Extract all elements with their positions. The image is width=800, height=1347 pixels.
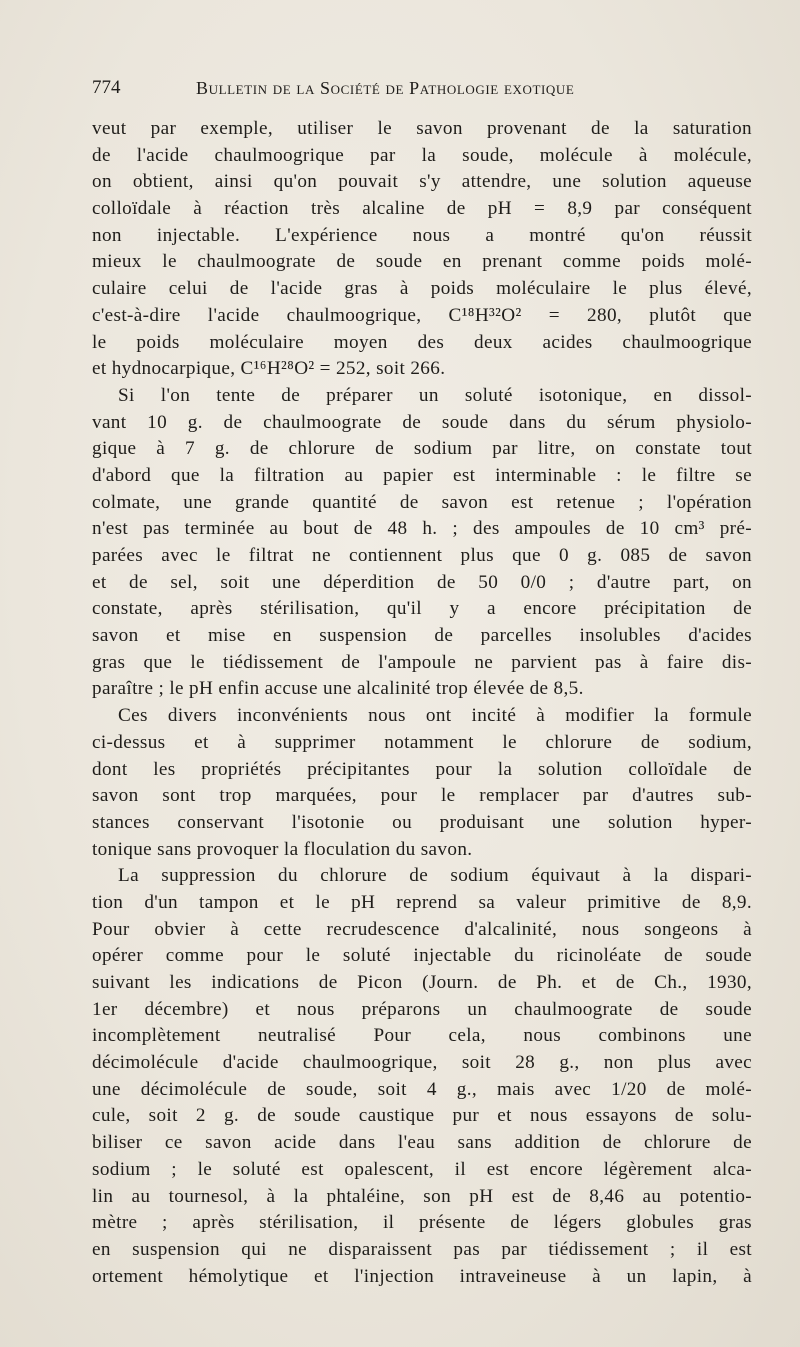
text-line: le poids moléculaire moyen des deux acides chaulmoogrique: [92, 331, 752, 353]
text-line: parées avec le filtrat ne contiennent plus que 0 g. 085 de savon: [92, 545, 752, 566]
text-line: dont les propriétés précipitantes pour la solution colloïdale de: [92, 758, 752, 780]
text-line: culaire celui de l'acide gras à poids moléculaire le plus élevé,: [92, 278, 752, 300]
text-line: Ces divers inconvénients nous ont incité à modifier la formule: [118, 705, 752, 727]
text-line: Pour obvier à cette recrudescence d'alcalinité, nous songeons à: [92, 918, 752, 940]
text-line: 1er décembre) et nous préparons un chaulmoograte de soude: [92, 998, 752, 1020]
text-line: veut par exemple, utiliser le savon provenant de la saturation: [92, 118, 752, 139]
text-line: mètre ; après stérilisation, il présente de légers globules gras: [92, 1212, 752, 1234]
running-title: Bulletin de la Société de Pathologie exotique: [196, 78, 575, 98]
body-text: [92, 116, 752, 1290]
text-line: une décimolécule de soude, soit 4 g., mais avec 1/20 de molé-: [92, 1078, 752, 1100]
text-line: lin au tournesol, à la phtaléine, son pH est de 8,46 au potentio-: [92, 1185, 752, 1207]
text-line: stances conservant l'isotonie ou produisant une solution hyper-: [92, 811, 752, 833]
text-line: tion d'un tampon et le pH reprend sa valeur primitive de 8,9.: [92, 891, 752, 913]
text-line: on obtient, ainsi qu'on pouvait s'y attendre, une solution aqueuse: [92, 171, 752, 193]
text-line: gras que le tiédissement de l'ampoule ne parvient pas à faire dis-: [92, 651, 752, 673]
text-line: mieux le chaulmoograte de soude en prenant comme poids molé-: [92, 251, 752, 273]
text-line: biliser ce savon acide dans l'eau sans addition de chlorure de: [92, 1132, 752, 1154]
text-line: paraître ; le pH enfin accuse une alcalinité trop élevée de 8,5.: [92, 678, 584, 700]
text-line: et hydnocarpique, C¹⁶H²⁸O² = 252, soit 266.: [92, 358, 446, 380]
text-line: en suspension qui ne disparaissent pas par tiédissement ; il est: [92, 1238, 752, 1260]
text-line: ci-dessus et à supprimer notamment le chlorure de sodium,: [92, 731, 752, 753]
text-line: vant 10 g. de chaulmoograte de soude dans du sérum physiolo-: [92, 411, 752, 433]
page-header: [92, 74, 752, 102]
text-line: et de sel, soit une déperdition de 50 0/0 ; d'autre part, on: [92, 571, 752, 593]
text-line: cule, soit 2 g. de soude caustique pur et nous essayons de solu-: [92, 1105, 752, 1127]
text-line: savon et mise en suspension de parcelles insolubles d'acides: [92, 625, 752, 647]
text-line: sodium ; le soluté est opalescent, il est encore légèrement alca-: [92, 1158, 752, 1180]
text-line: tonique sans provoquer la floculation du savon.: [92, 838, 473, 860]
text-line: de l'acide chaulmoogrique par la soude, molécule à molécule,: [92, 144, 752, 166]
text-line: colloïdale à réaction très alcaline de pH = 8,9 par conséquent: [92, 198, 752, 220]
text-line: d'abord que la filtration au papier est interminable : le filtre se: [92, 464, 752, 486]
text-line: c'est-à-dire l'acide chaulmoogrique, C¹⁸H³²O² = 280, plutôt que: [92, 304, 752, 326]
text-line: incomplètement neutralisé Pour cela, nous combinons une: [92, 1025, 752, 1047]
text-line: n'est pas terminée au bout de 48 h. ; des ampoules de 10 cm³ pré-: [92, 518, 752, 540]
text-line: savon sont trop marquées, pour le remplacer par d'autres sub-: [92, 785, 752, 807]
text-line: suivant les indications de Picon (Journ. de Ph. et de Ch., 1930,: [92, 972, 752, 993]
text-line: opérer comme pour le soluté injectable du ricinoléate de soude: [92, 945, 752, 967]
text-line: ortement hémolytique et l'injection intraveineuse à un lapin, à: [92, 1265, 752, 1287]
text-line: Si l'on tente de préparer un soluté isotonique, en dissol-: [118, 384, 752, 406]
text-line: non injectable. L'expérience nous a montré qu'on réussit: [92, 224, 752, 246]
text-line: colmate, une grande quantité de savon est retenue ; l'opération: [92, 491, 752, 513]
text-line: décimolécule d'acide chaulmoogrique, soit 28 g., non plus avec: [92, 1052, 752, 1074]
text-line: constate, après stérilisation, qu'il y a encore précipitation de: [92, 598, 752, 620]
page-number: 774: [92, 77, 121, 98]
text-line: La suppression du chlorure de sodium équivaut à la dispari-: [118, 865, 752, 887]
text-line: gique à 7 g. de chlorure de sodium par litre, on constate tout: [92, 438, 752, 460]
